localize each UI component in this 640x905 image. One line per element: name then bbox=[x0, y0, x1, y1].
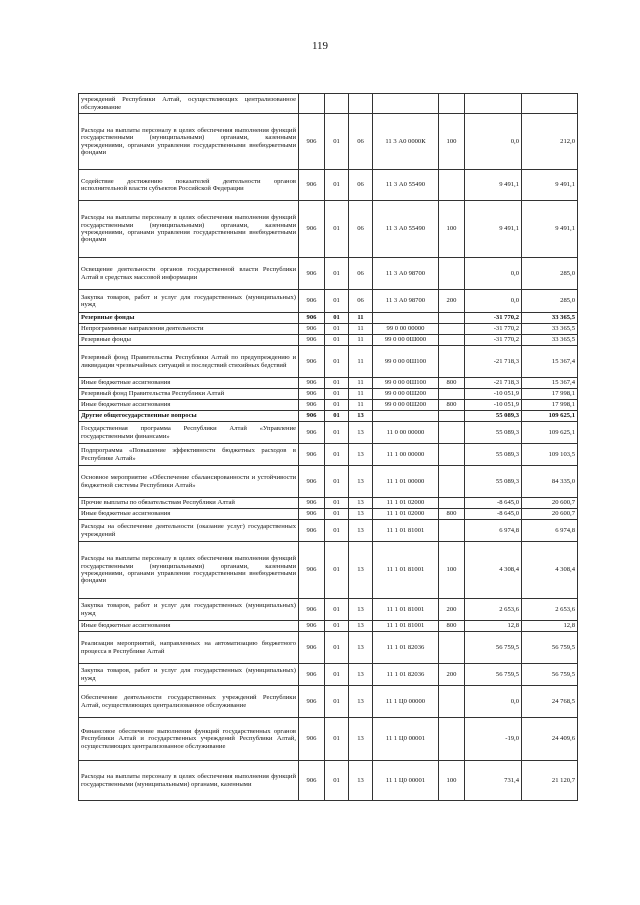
row-amount-change: 56 759,5 bbox=[465, 632, 522, 664]
row-section-code: 01 bbox=[325, 599, 349, 621]
row-expense-type: 800 bbox=[439, 509, 465, 520]
table-row bbox=[79, 201, 578, 258]
row-amount-total: 212,0 bbox=[522, 114, 578, 170]
row-target-article: 11 1 01 81001 bbox=[373, 520, 439, 542]
row-target-article: 11 1 01 81001 bbox=[373, 542, 439, 599]
row-amount-total: 33 365,5 bbox=[522, 324, 578, 335]
row-amount-change bbox=[465, 94, 522, 114]
row-ministry-code: 906 bbox=[299, 444, 325, 466]
row-name: Обеспечение деятельности государственных учреждений Республики Алтай, осуществляющих централизованное обслуживание bbox=[79, 686, 299, 718]
row-ministry-code: 906 bbox=[299, 686, 325, 718]
row-subsection-code: 13 bbox=[349, 718, 373, 761]
row-amount-change: 9 491,1 bbox=[465, 201, 522, 258]
table-row bbox=[79, 170, 578, 201]
row-name: Подпрограмма «Повышение эффективности бюджетных расходов в Республике Алтай» bbox=[79, 444, 299, 466]
row-section-code: 01 bbox=[325, 258, 349, 290]
row-section-code: 01 bbox=[325, 400, 349, 411]
row-ministry-code: 906 bbox=[299, 201, 325, 258]
row-name: Закупка товаров, работ и услуг для государственных (муниципальных) нужд bbox=[79, 664, 299, 686]
row-expense-type bbox=[439, 313, 465, 324]
row-amount-total: 17 998,1 bbox=[522, 400, 578, 411]
row-section-code: 01 bbox=[325, 664, 349, 686]
row-name: Реализация мероприятий, направленных на автоматизацию бюджетного процесса в Республике Алтай bbox=[79, 632, 299, 664]
row-subsection-code bbox=[349, 94, 373, 114]
table-row bbox=[79, 411, 578, 422]
row-expense-type: 800 bbox=[439, 378, 465, 389]
row-subsection-code: 13 bbox=[349, 686, 373, 718]
row-section-code: 01 bbox=[325, 324, 349, 335]
table-row bbox=[79, 632, 578, 664]
row-subsection-code: 06 bbox=[349, 170, 373, 201]
row-expense-type bbox=[439, 335, 465, 346]
row-name: Расходы на выплаты персоналу в целях обеспечения выполнения функций государственными (муниципальными) органами, казенными учреждениями, органами управления государственными внебюджетными фондами bbox=[79, 542, 299, 599]
row-target-article: 11 1 01 81001 bbox=[373, 599, 439, 621]
row-amount-total: 20 600,7 bbox=[522, 509, 578, 520]
row-expense-type: 200 bbox=[439, 290, 465, 313]
row-section-code: 01 bbox=[325, 422, 349, 444]
row-name: учреждений Республики Алтай, осуществляющих централизованное обслуживание bbox=[79, 94, 299, 114]
row-amount-change: -21 718,3 bbox=[465, 378, 522, 389]
row-target-article: 99 0 00 0Ш200 bbox=[373, 400, 439, 411]
row-amount-total: 109 103,5 bbox=[522, 444, 578, 466]
row-ministry-code: 906 bbox=[299, 346, 325, 378]
row-expense-type bbox=[439, 411, 465, 422]
row-expense-type: 100 bbox=[439, 201, 465, 258]
row-amount-change: -10 051,9 bbox=[465, 389, 522, 400]
table-row bbox=[79, 718, 578, 761]
row-expense-type: 800 bbox=[439, 621, 465, 632]
row-ministry-code: 906 bbox=[299, 258, 325, 290]
row-expense-type bbox=[439, 718, 465, 761]
row-subsection-code: 11 bbox=[349, 335, 373, 346]
row-subsection-code: 13 bbox=[349, 761, 373, 801]
row-section-code: 01 bbox=[325, 170, 349, 201]
row-name: Резервный фонд Правительства Республики Алтай bbox=[79, 389, 299, 400]
row-subsection-code: 13 bbox=[349, 422, 373, 444]
row-subsection-code: 13 bbox=[349, 411, 373, 422]
row-expense-type bbox=[439, 94, 465, 114]
row-amount-change: -31 770,2 bbox=[465, 313, 522, 324]
row-target-article: 11 3 А0 98700 bbox=[373, 290, 439, 313]
row-ministry-code: 906 bbox=[299, 400, 325, 411]
row-name: Закупка товаров, работ и услуг для государственных (муниципальных) нужд bbox=[79, 290, 299, 313]
row-section-code: 01 bbox=[325, 335, 349, 346]
row-target-article: 99 0 00 0Ш100 bbox=[373, 346, 439, 378]
row-expense-type: 100 bbox=[439, 761, 465, 801]
row-name: Освещение деятельности органов государственной власти Республики Алтай в средствах массовой информации bbox=[79, 258, 299, 290]
row-amount-change: 56 759,5 bbox=[465, 664, 522, 686]
row-amount-change: 4 308,4 bbox=[465, 542, 522, 599]
table-row bbox=[79, 444, 578, 466]
row-ministry-code: 906 bbox=[299, 520, 325, 542]
row-amount-total: 12,8 bbox=[522, 621, 578, 632]
row-amount-total: 20 600,7 bbox=[522, 498, 578, 509]
row-section-code: 01 bbox=[325, 466, 349, 498]
row-ministry-code: 906 bbox=[299, 542, 325, 599]
row-name: Иные бюджетные ассигнования bbox=[79, 621, 299, 632]
row-expense-type bbox=[439, 346, 465, 378]
row-name: Расходы на обеспечение деятельности (оказание услуг) государственных учреждений bbox=[79, 520, 299, 542]
table-row bbox=[79, 313, 578, 324]
row-amount-change: 0,0 bbox=[465, 114, 522, 170]
row-target-article: 11 1 01 82036 bbox=[373, 632, 439, 664]
page-number: 119 bbox=[311, 40, 329, 52]
row-target-article: 11 1 01 82036 bbox=[373, 664, 439, 686]
row-ministry-code: 906 bbox=[299, 509, 325, 520]
row-amount-total: 33 365,5 bbox=[522, 313, 578, 324]
row-name: Финансовое обеспечение выполнения функций государственных органов Республики Алтай и государственных учреждений Республики Алтай, осуществляющих централизованное обслуживание bbox=[79, 718, 299, 761]
row-amount-change: 55 089,3 bbox=[465, 422, 522, 444]
table-row bbox=[79, 324, 578, 335]
row-section-code: 01 bbox=[325, 520, 349, 542]
row-amount-total: 15 367,4 bbox=[522, 346, 578, 378]
row-subsection-code: 06 bbox=[349, 290, 373, 313]
row-amount-total: 15 367,4 bbox=[522, 378, 578, 389]
row-section-code: 01 bbox=[325, 718, 349, 761]
row-amount-total bbox=[522, 94, 578, 114]
row-ministry-code: 906 bbox=[299, 335, 325, 346]
row-section-code: 01 bbox=[325, 378, 349, 389]
row-amount-change: 55 089,3 bbox=[465, 411, 522, 422]
row-section-code: 01 bbox=[325, 444, 349, 466]
row-subsection-code: 11 bbox=[349, 324, 373, 335]
row-amount-total: 285,0 bbox=[522, 290, 578, 313]
row-ministry-code: 906 bbox=[299, 761, 325, 801]
row-ministry-code: 906 bbox=[299, 621, 325, 632]
row-name: Иные бюджетные ассигнования bbox=[79, 509, 299, 520]
row-target-article: 11 1 01 02000 bbox=[373, 498, 439, 509]
row-subsection-code: 11 bbox=[349, 378, 373, 389]
row-expense-type bbox=[439, 686, 465, 718]
row-name: Резервный фонд Правительства Республики Алтай по предупреждению и ликвидации чрезвычайных ситуаций и последствий стихийных бедствий bbox=[79, 346, 299, 378]
row-amount-change: 2 653,6 bbox=[465, 599, 522, 621]
row-amount-total: 285,0 bbox=[522, 258, 578, 290]
row-section-code: 01 bbox=[325, 114, 349, 170]
row-subsection-code: 11 bbox=[349, 313, 373, 324]
table-row bbox=[79, 378, 578, 389]
row-amount-total: 33 365,5 bbox=[522, 335, 578, 346]
row-subsection-code: 13 bbox=[349, 444, 373, 466]
row-subsection-code: 13 bbox=[349, 621, 373, 632]
row-ministry-code: 906 bbox=[299, 313, 325, 324]
row-section-code: 01 bbox=[325, 761, 349, 801]
table-row bbox=[79, 466, 578, 498]
row-amount-total: 56 759,5 bbox=[522, 632, 578, 664]
row-section-code: 01 bbox=[325, 290, 349, 313]
budget-table bbox=[78, 93, 578, 801]
row-amount-change: -8 645,0 bbox=[465, 498, 522, 509]
table-row bbox=[79, 389, 578, 400]
row-ministry-code: 906 bbox=[299, 632, 325, 664]
row-name: Иные бюджетные ассигнования bbox=[79, 378, 299, 389]
row-amount-total: 17 998,1 bbox=[522, 389, 578, 400]
row-subsection-code: 13 bbox=[349, 466, 373, 498]
row-target-article: 11 0 00 00000 bbox=[373, 422, 439, 444]
row-ministry-code: 906 bbox=[299, 466, 325, 498]
row-amount-total: 24 409,6 bbox=[522, 718, 578, 761]
row-name: Расходы на выплаты персоналу в целях обеспечения выполнения функций государственными (муниципальными) органами, казенными учреждениями, органами управления государственными внебюджетными фондами bbox=[79, 114, 299, 170]
row-section-code: 01 bbox=[325, 346, 349, 378]
row-target-article: 11 1 00 00000 bbox=[373, 444, 439, 466]
row-name: Непрограммные направления деятельности bbox=[79, 324, 299, 335]
row-ministry-code: 906 bbox=[299, 664, 325, 686]
row-subsection-code: 13 bbox=[349, 520, 373, 542]
row-amount-change: -21 718,3 bbox=[465, 346, 522, 378]
row-ministry-code: 906 bbox=[299, 290, 325, 313]
row-ministry-code: 906 bbox=[299, 378, 325, 389]
row-ministry-code: 906 bbox=[299, 498, 325, 509]
row-section-code: 01 bbox=[325, 621, 349, 632]
row-ministry-code: 906 bbox=[299, 422, 325, 444]
row-amount-change: 731,4 bbox=[465, 761, 522, 801]
row-amount-change: -31 770,2 bbox=[465, 324, 522, 335]
row-subsection-code: 11 bbox=[349, 389, 373, 400]
row-name: Основное мероприятие «Обеспечение сбалансированности и устойчивости бюджетной системы Республики Алтай» bbox=[79, 466, 299, 498]
row-expense-type: 200 bbox=[439, 599, 465, 621]
row-target-article: 99 0 00 0Ш200 bbox=[373, 389, 439, 400]
row-target-article: 99 0 00 0Ш100 bbox=[373, 378, 439, 389]
table-row bbox=[79, 599, 578, 621]
row-amount-total: 84 335,0 bbox=[522, 466, 578, 498]
row-target-article: 11 1 01 02000 bbox=[373, 509, 439, 520]
row-section-code: 01 bbox=[325, 509, 349, 520]
row-amount-change: 55 089,3 bbox=[465, 466, 522, 498]
row-name: Прочие выплаты по обязательствам Республики Алтай bbox=[79, 498, 299, 509]
table-row bbox=[79, 686, 578, 718]
row-expense-type bbox=[439, 324, 465, 335]
row-target-article: 11 3 А0 55490 bbox=[373, 201, 439, 258]
row-amount-total: 21 120,7 bbox=[522, 761, 578, 801]
row-subsection-code: 13 bbox=[349, 542, 373, 599]
row-expense-type bbox=[439, 422, 465, 444]
row-subsection-code: 13 bbox=[349, 664, 373, 686]
row-amount-total: 24 768,5 bbox=[522, 686, 578, 718]
row-name: Расходы на выплаты персоналу в целях обеспечения выполнения функций государственными (муниципальными) органами, казенными bbox=[79, 761, 299, 801]
row-expense-type bbox=[439, 444, 465, 466]
row-amount-total: 9 491,1 bbox=[522, 170, 578, 201]
row-expense-type bbox=[439, 498, 465, 509]
table-row bbox=[79, 621, 578, 632]
table-row bbox=[79, 400, 578, 411]
table-row bbox=[79, 542, 578, 599]
table-row bbox=[79, 346, 578, 378]
row-expense-type bbox=[439, 389, 465, 400]
row-name: Содействие достижению показателей деятельности органов исполнительной власти субъектов Российской Федерации bbox=[79, 170, 299, 201]
row-amount-change: 0,0 bbox=[465, 258, 522, 290]
row-expense-type: 800 bbox=[439, 400, 465, 411]
row-subsection-code: 11 bbox=[349, 346, 373, 378]
row-amount-change: -10 051,9 bbox=[465, 400, 522, 411]
row-ministry-code: 906 bbox=[299, 411, 325, 422]
row-name: Закупка товаров, работ и услуг для государственных (муниципальных) нужд bbox=[79, 599, 299, 621]
row-expense-type: 100 bbox=[439, 114, 465, 170]
row-amount-change: 12,8 bbox=[465, 621, 522, 632]
row-ministry-code: 906 bbox=[299, 599, 325, 621]
row-name: Государственная программа Республики Алтай «Управление государственными финансами» bbox=[79, 422, 299, 444]
table-row bbox=[79, 290, 578, 313]
row-target-article: 11 3 А0 0000К bbox=[373, 114, 439, 170]
row-section-code: 01 bbox=[325, 542, 349, 599]
row-ministry-code bbox=[299, 94, 325, 114]
row-expense-type bbox=[439, 170, 465, 201]
row-section-code: 01 bbox=[325, 313, 349, 324]
row-section-code bbox=[325, 94, 349, 114]
row-ministry-code: 906 bbox=[299, 170, 325, 201]
row-target-article: 11 1 Ц0 00001 bbox=[373, 761, 439, 801]
row-subsection-code: 13 bbox=[349, 599, 373, 621]
row-section-code: 01 bbox=[325, 498, 349, 509]
row-amount-change: 0,0 bbox=[465, 686, 522, 718]
row-amount-total: 109 625,1 bbox=[522, 422, 578, 444]
row-subsection-code: 13 bbox=[349, 509, 373, 520]
row-target-article: 11 1 Ц0 00000 bbox=[373, 686, 439, 718]
row-target-article: 11 3 А0 55490 bbox=[373, 170, 439, 201]
table-row bbox=[79, 761, 578, 801]
row-amount-total: 2 653,6 bbox=[522, 599, 578, 621]
row-target-article: 99 0 00 00000 bbox=[373, 324, 439, 335]
row-name: Другие общегосударственные вопросы bbox=[79, 411, 299, 422]
row-expense-type bbox=[439, 466, 465, 498]
row-expense-type: 200 bbox=[439, 664, 465, 686]
row-target-article bbox=[373, 411, 439, 422]
row-name: Резервные фонды bbox=[79, 313, 299, 324]
row-section-code: 01 bbox=[325, 389, 349, 400]
table-row bbox=[79, 509, 578, 520]
table-row bbox=[79, 94, 578, 114]
row-target-article bbox=[373, 313, 439, 324]
table-row bbox=[79, 520, 578, 542]
row-section-code: 01 bbox=[325, 411, 349, 422]
table-row bbox=[79, 114, 578, 170]
row-subsection-code: 06 bbox=[349, 258, 373, 290]
row-amount-change: -19,0 bbox=[465, 718, 522, 761]
row-name: Иные бюджетные ассигнования bbox=[79, 400, 299, 411]
row-target-article: 11 3 А0 98700 bbox=[373, 258, 439, 290]
table-row bbox=[79, 422, 578, 444]
row-amount-change: 0,0 bbox=[465, 290, 522, 313]
row-name: Резервные фонды bbox=[79, 335, 299, 346]
table-row bbox=[79, 335, 578, 346]
row-amount-change: 9 491,1 bbox=[465, 170, 522, 201]
row-amount-change: -31 770,2 bbox=[465, 335, 522, 346]
row-target-article: 11 1 Ц0 00001 bbox=[373, 718, 439, 761]
row-amount-total: 9 491,1 bbox=[522, 201, 578, 258]
row-amount-change: 6 974,8 bbox=[465, 520, 522, 542]
row-target-article: 11 1 01 81001 bbox=[373, 621, 439, 632]
row-ministry-code: 906 bbox=[299, 389, 325, 400]
row-subsection-code: 13 bbox=[349, 632, 373, 664]
row-section-code: 01 bbox=[325, 686, 349, 718]
row-subsection-code: 11 bbox=[349, 400, 373, 411]
row-amount-change: -8 645,0 bbox=[465, 509, 522, 520]
row-subsection-code: 06 bbox=[349, 201, 373, 258]
row-ministry-code: 906 bbox=[299, 718, 325, 761]
row-subsection-code: 13 bbox=[349, 498, 373, 509]
row-amount-total: 4 308,4 bbox=[522, 542, 578, 599]
table-row bbox=[79, 498, 578, 509]
row-amount-total: 109 625,1 bbox=[522, 411, 578, 422]
row-target-article bbox=[373, 94, 439, 114]
row-expense-type bbox=[439, 520, 465, 542]
row-expense-type bbox=[439, 258, 465, 290]
row-expense-type bbox=[439, 632, 465, 664]
row-amount-total: 6 974,8 bbox=[522, 520, 578, 542]
row-target-article: 11 1 01 00000 bbox=[373, 466, 439, 498]
row-name: Расходы на выплаты персоналу в целях обеспечения выполнения функций государственными (муниципальными) органами, казенными учреждениями, органами управления государственными внебюджетными фондами bbox=[79, 201, 299, 258]
table-row bbox=[79, 664, 578, 686]
table-row bbox=[79, 258, 578, 290]
row-ministry-code: 906 bbox=[299, 114, 325, 170]
row-amount-total: 56 759,5 bbox=[522, 664, 578, 686]
row-amount-change: 55 089,3 bbox=[465, 444, 522, 466]
row-section-code: 01 bbox=[325, 201, 349, 258]
row-subsection-code: 06 bbox=[349, 114, 373, 170]
row-section-code: 01 bbox=[325, 632, 349, 664]
row-expense-type: 100 bbox=[439, 542, 465, 599]
row-target-article: 99 0 00 0Ш000 bbox=[373, 335, 439, 346]
row-ministry-code: 906 bbox=[299, 324, 325, 335]
